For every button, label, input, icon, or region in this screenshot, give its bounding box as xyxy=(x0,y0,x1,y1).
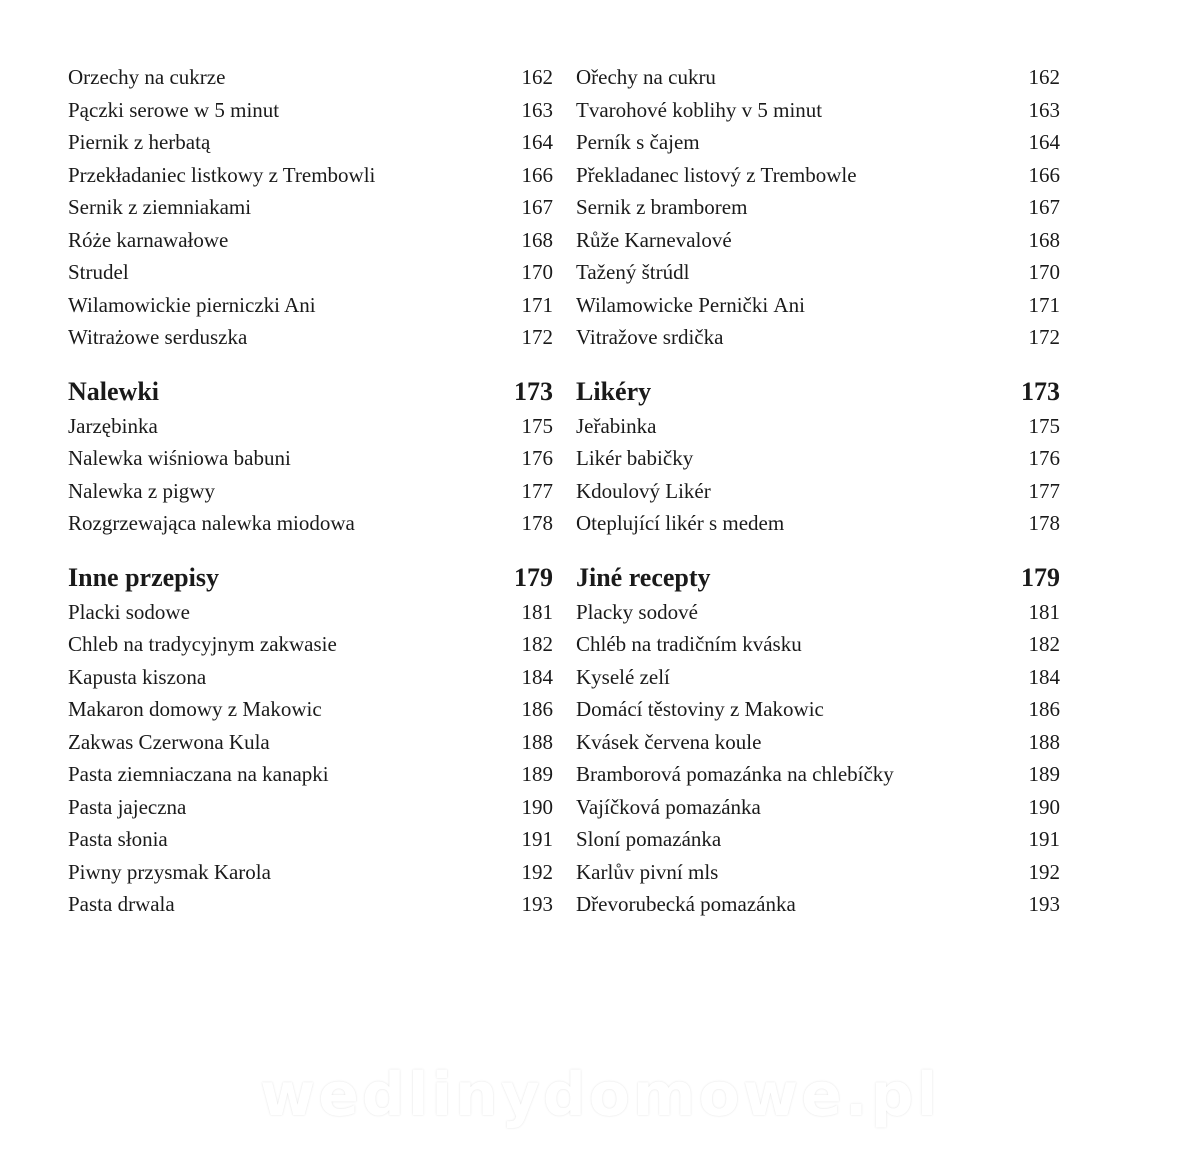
section-heading xyxy=(68,560,553,596)
entry-page: 178 xyxy=(521,511,553,535)
entry-page: 162 xyxy=(521,65,553,89)
toc-entry xyxy=(576,191,1060,224)
toc-entry xyxy=(68,159,553,192)
entry-page: 177 xyxy=(1028,478,1060,503)
entry-page: 182 xyxy=(1028,632,1060,656)
toc-group xyxy=(576,61,1060,354)
section-title: Nalewki xyxy=(68,376,159,406)
entry-title: Wilamowicke Perničkі Ani xyxy=(576,292,805,317)
toc-entry xyxy=(576,289,1060,322)
toc-entry xyxy=(576,628,1060,661)
toc-entry xyxy=(68,791,553,824)
section-title: Inne przepisy xyxy=(68,562,219,592)
entry-title: Sernik z ziemniakami xyxy=(68,195,252,219)
entry-title: Wilamowickie pierniczki Ani xyxy=(68,292,316,317)
toc-entry xyxy=(68,442,553,475)
entry-page: 172 xyxy=(521,325,553,349)
entry-title: Strudel xyxy=(68,260,129,284)
toc-entry xyxy=(68,475,553,508)
entry-page: 188 xyxy=(1028,729,1060,754)
toc-entry xyxy=(68,888,553,921)
entry-title: Placky sodové xyxy=(576,599,698,624)
toc-entry xyxy=(68,126,553,159)
toc-entry xyxy=(576,888,1060,921)
entry-title: Dřevorubecká pomazánka xyxy=(576,892,796,916)
entry-page: 184 xyxy=(1028,664,1060,689)
toc-entry xyxy=(68,94,553,127)
entry-title: Nalewka wiśniowa babuni xyxy=(68,446,291,470)
entry-title: Chléb na tradičním kvásku xyxy=(576,632,802,656)
entry-page: 176 xyxy=(521,446,553,470)
entry-page: 168 xyxy=(1028,227,1060,252)
entry-title: Róże karnawałowe xyxy=(68,227,229,252)
entry-page: 171 xyxy=(1028,292,1060,317)
toc-entry xyxy=(576,410,1060,443)
section-heading xyxy=(576,374,1060,410)
entry-title: Likér babičky xyxy=(576,446,694,470)
entry-title: Piwny przysmak Karola xyxy=(68,859,271,884)
toc-entry xyxy=(68,758,553,791)
entry-page: 188 xyxy=(521,729,553,754)
entry-title: Chleb na tradycyjnym zakwasie xyxy=(68,632,337,656)
toc-entry xyxy=(68,507,553,540)
section-title: Likéry xyxy=(576,376,652,406)
entry-page: 175 xyxy=(521,413,553,438)
entry-page: 189 xyxy=(521,762,553,786)
entry-title: Orzechy na cukrze xyxy=(68,65,226,89)
toc-entry xyxy=(576,442,1060,475)
entry-page: 162 xyxy=(1028,65,1060,89)
entry-page: 184 xyxy=(521,664,553,689)
entry-page: 192 xyxy=(1028,859,1060,884)
toc-entry xyxy=(68,693,553,726)
entry-page: 177 xyxy=(521,478,553,503)
entry-page: 164 xyxy=(1028,130,1060,154)
section-title: Jiné recepty xyxy=(576,562,711,592)
toc-group xyxy=(68,61,553,354)
entry-page: 186 xyxy=(1028,697,1060,721)
entry-title: Nalewka z pigwy xyxy=(68,478,215,503)
entry-title: Tažený štrúdl xyxy=(576,260,690,284)
entry-page: 168 xyxy=(521,227,553,252)
toc-entry xyxy=(576,126,1060,159)
entry-title: Pasta ziemniaczana na kanapki xyxy=(68,762,329,786)
entry-title: Piernik z herbatą xyxy=(68,130,211,154)
entry-page: 181 xyxy=(1028,599,1060,624)
section-page: 179 xyxy=(1021,562,1060,592)
toc-entry xyxy=(576,596,1060,629)
entry-title: Kvásek červena koule xyxy=(576,729,762,754)
toc-entry xyxy=(68,321,553,354)
toc-entry xyxy=(576,224,1060,257)
entry-title: Witrażowe serduszka xyxy=(68,325,248,349)
toc-entry xyxy=(68,224,553,257)
entry-page: 163 xyxy=(521,97,553,122)
entry-page: 163 xyxy=(1028,97,1060,122)
entry-title: Przekładaniec listkowy z Trembowli xyxy=(68,162,376,187)
entry-title: Placki sodowe xyxy=(68,599,190,624)
toc-entry xyxy=(576,94,1060,127)
toc-entry xyxy=(576,61,1060,94)
entry-page: 189 xyxy=(1028,762,1060,786)
entry-page: 191 xyxy=(521,827,553,851)
entry-title: Pasta słonia xyxy=(68,827,168,851)
toc-entry xyxy=(68,256,553,289)
entry-page: 172 xyxy=(1028,325,1060,349)
entry-title: Jarzębinka xyxy=(68,413,158,438)
entry-title: Sernik z bramborem xyxy=(576,195,748,219)
entry-page: 167 xyxy=(1028,195,1060,219)
entry-page: 164 xyxy=(521,130,553,154)
toc-entry xyxy=(68,596,553,629)
toc-entry xyxy=(68,726,553,759)
watermark: wedlinydomowe.pl xyxy=(259,1060,941,1130)
entry-page: 182 xyxy=(521,632,553,656)
toc-group xyxy=(68,596,553,921)
entry-page: 190 xyxy=(521,794,553,819)
entry-title: Jeřabinka xyxy=(576,413,657,438)
entry-page: 176 xyxy=(1028,446,1060,470)
entry-title: Karlův pivní mls xyxy=(576,859,719,884)
section-page: 173 xyxy=(514,376,553,406)
entry-title: Domácí těstoviny z Makowic xyxy=(576,697,824,721)
toc-group xyxy=(576,410,1060,540)
entry-title: Kdoulový Likér xyxy=(576,478,711,503)
entry-title: Pasta jajeczna xyxy=(68,794,187,819)
entry-page: 193 xyxy=(1028,892,1060,916)
entry-title: Tvarohové koblihy v 5 minut xyxy=(576,97,823,122)
entry-title: Zakwas Czerwona Kula xyxy=(68,729,270,754)
entry-page: 178 xyxy=(1028,511,1060,535)
toc-entry xyxy=(68,856,553,889)
toc-entry xyxy=(68,410,553,443)
entry-title: Vitražove srdička xyxy=(576,325,724,349)
entry-title: Ořechy na cukru xyxy=(576,65,716,89)
toc-entry xyxy=(576,856,1060,889)
entry-title: Pasta drwala xyxy=(68,892,175,916)
toc-entry xyxy=(576,758,1060,791)
entry-page: 166 xyxy=(521,162,553,187)
entry-title: Sloní pomazánka xyxy=(576,827,722,851)
toc-entry xyxy=(576,321,1060,354)
toc-entry xyxy=(576,661,1060,694)
entry-page: 181 xyxy=(521,599,553,624)
entry-title: Pączki serowe w 5 minut xyxy=(68,97,280,122)
entry-title: Makaron domowy z Makowic xyxy=(68,697,322,721)
toc-entry xyxy=(576,159,1060,192)
entry-title: Kyselé zelí xyxy=(576,664,670,689)
toc-group xyxy=(68,410,553,540)
section-heading xyxy=(68,374,553,410)
toc-group xyxy=(576,596,1060,921)
toc-entry xyxy=(576,256,1060,289)
section-heading xyxy=(576,560,1060,596)
entry-title: Růže Karnevalové xyxy=(576,227,732,252)
toc-entry xyxy=(68,661,553,694)
toc-entry xyxy=(68,628,553,661)
entry-page: 192 xyxy=(521,859,553,884)
entry-title: Perník s čajem xyxy=(576,130,700,154)
toc-entry xyxy=(576,507,1060,540)
entry-page: 190 xyxy=(1028,794,1060,819)
entry-page: 191 xyxy=(1028,827,1060,851)
toc-entry xyxy=(576,726,1060,759)
toc-entry xyxy=(576,823,1060,856)
entry-page: 171 xyxy=(521,292,553,317)
entry-page: 175 xyxy=(1028,413,1060,438)
entry-page: 170 xyxy=(521,260,553,284)
toc-entry xyxy=(576,475,1060,508)
section-page: 173 xyxy=(1021,376,1060,406)
entry-title: Oteplující likér s medem xyxy=(576,511,785,535)
toc-entry xyxy=(68,191,553,224)
section-page: 179 xyxy=(514,562,553,592)
entry-page: 170 xyxy=(1028,260,1060,284)
toc-entry xyxy=(576,791,1060,824)
toc-entry xyxy=(68,823,553,856)
toc-entry xyxy=(68,289,553,322)
toc-column-czech xyxy=(576,61,1060,921)
entry-title: Bramborová pomazánka na chlebíčky xyxy=(576,762,894,786)
toc-column-polish xyxy=(68,61,553,921)
entry-title: Kapusta kiszona xyxy=(68,664,207,689)
entry-page: 167 xyxy=(521,195,553,219)
entry-page: 186 xyxy=(521,697,553,721)
toc-entry xyxy=(576,693,1060,726)
entry-page: 166 xyxy=(1028,162,1060,187)
entry-title: Rozgrzewająca nalewka miodowa xyxy=(68,511,355,535)
toc-entry xyxy=(68,61,553,94)
entry-title: Překladanec listový z Trembowle xyxy=(576,162,857,187)
entry-title: Vajíčková pomazánka xyxy=(576,794,761,819)
entry-page: 193 xyxy=(521,892,553,916)
